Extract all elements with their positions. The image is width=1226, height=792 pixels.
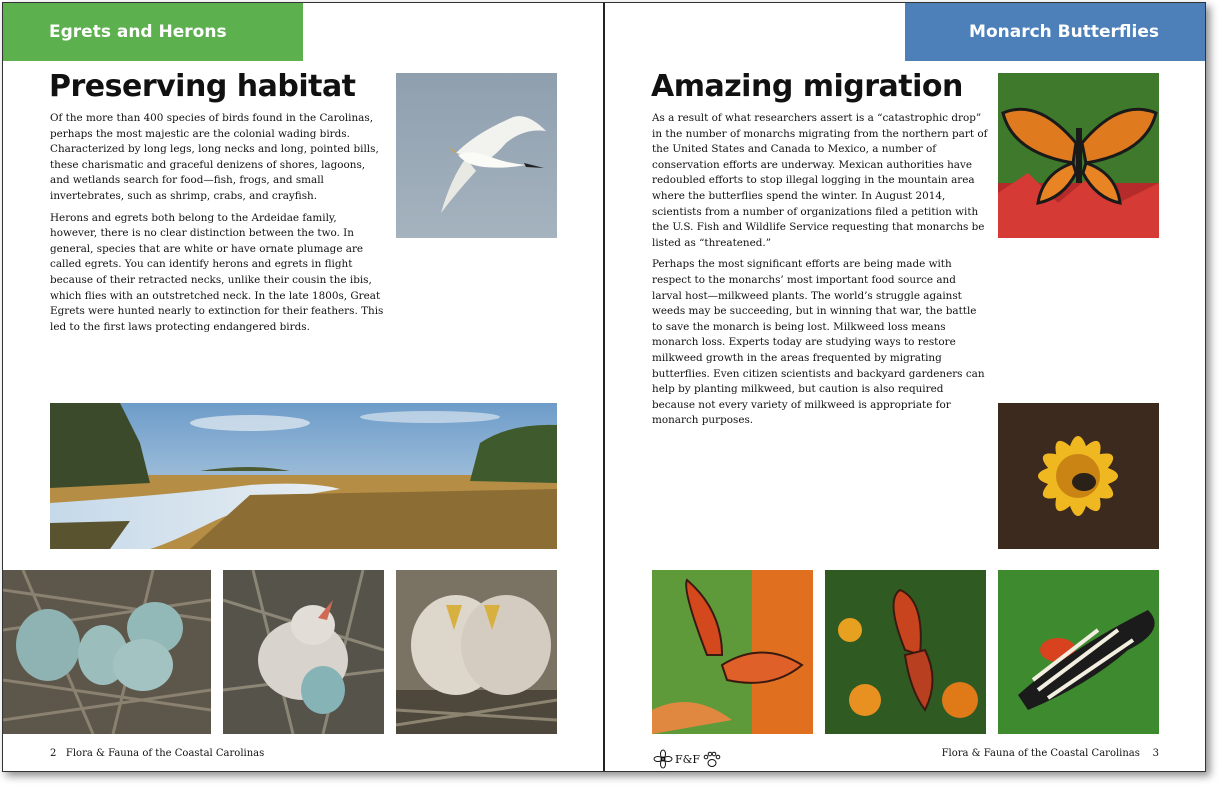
marsh-landscape-photo [50, 403, 557, 549]
paw-print-icon [702, 749, 722, 769]
left-page [3, 3, 603, 771]
yellow-flower-bee-photo [998, 403, 1159, 549]
paragraph: As a result of what researchers assert is a “catastrophic drop” in the number of monarchs migrating from the northern part of the United States and Canada to Mexico, a number of conservation efforts are underway. Mexican authorities have redoubled efforts to stop illegal logging in the mountain area where the butterflies spend the winter. In August 2014, scientists from a number of organizations filed a petition with the U.S. Fish and Wildlife Service requesting that monarchs be listed as “threatened.” [652, 112, 988, 249]
paragraph: Perhaps the most significant efforts are being made with respect to the monarchs’ most important food source and larval host—milkweed plants. The world’s struggle against weeds may be succeeding, but in winning that war, the battle to save the monarch is being lost. Milkweed loss means monarch loss. Experts today are studying ways to restore milkweed growth in the areas frequented by migrating butterflies. Even citizen scientists and backyard gardeners can help by planting milkweed, but caution is also required because not every variety of milkweed is appropriate for monarch purposes. [652, 258, 985, 427]
ff-logo [653, 749, 722, 769]
footer-title: Flora & Fauna of the Coastal Carolinas [941, 748, 1140, 759]
page-number: 3 [1152, 748, 1159, 759]
article-body [50, 111, 384, 341]
page-heading: Amazing migration [651, 69, 963, 104]
footer-title: Flora & Fauna of the Coastal Carolinas [65, 748, 265, 759]
flower-icon [653, 749, 673, 769]
blue-eggs-nest-photo [3, 570, 211, 734]
right-footer [942, 748, 1159, 759]
paragraph: Herons and egrets both belong to the Ardeidae family, however, there is no clear distinction between the two. In general, species that are white or have ornate plumage are called egrets. You can identify herons and egrets in flight because of their retracted necks, unlike their cousin the ibis, which flies with an outstretched neck. In the late 1800s, Great Egrets were hunted nearly to extinction for their feathers. This led to the first laws protecting endangered birds. [50, 211, 384, 333]
gulf-fritillary-lantana-photo [825, 570, 986, 734]
zebra-longwing-photo [998, 570, 1159, 734]
paragraph: Of the more than 400 species of birds found in the Carolinas, perhaps the most majestic are the colonial wading birds. Characterized by long legs, long necks and long, pointed bills, these charismatic and graceful denizens of shores, lagoons, and wetlands search for food—fish, frogs, and small invertebrates, such as shrimp, crabs, and crayfish. [50, 112, 379, 202]
left-footer [50, 748, 264, 759]
egret-chicks-photo [396, 570, 557, 734]
section-tab-egrets: Egrets and Herons [3, 3, 303, 61]
magazine-spread [2, 2, 1206, 772]
chick-with-egg-photo [223, 570, 384, 734]
right-page [605, 3, 1205, 771]
article-body [652, 111, 988, 435]
page-heading: Preserving habitat [49, 69, 356, 104]
page-number: 2 [50, 748, 57, 759]
egret-flight-photo [396, 73, 557, 238]
section-tab-monarchs: Monarch Butterflies [905, 3, 1205, 61]
logo-text: F&F [675, 752, 701, 766]
gulf-fritillary-photo [652, 570, 813, 734]
monarch-butterfly-photo [998, 73, 1159, 238]
